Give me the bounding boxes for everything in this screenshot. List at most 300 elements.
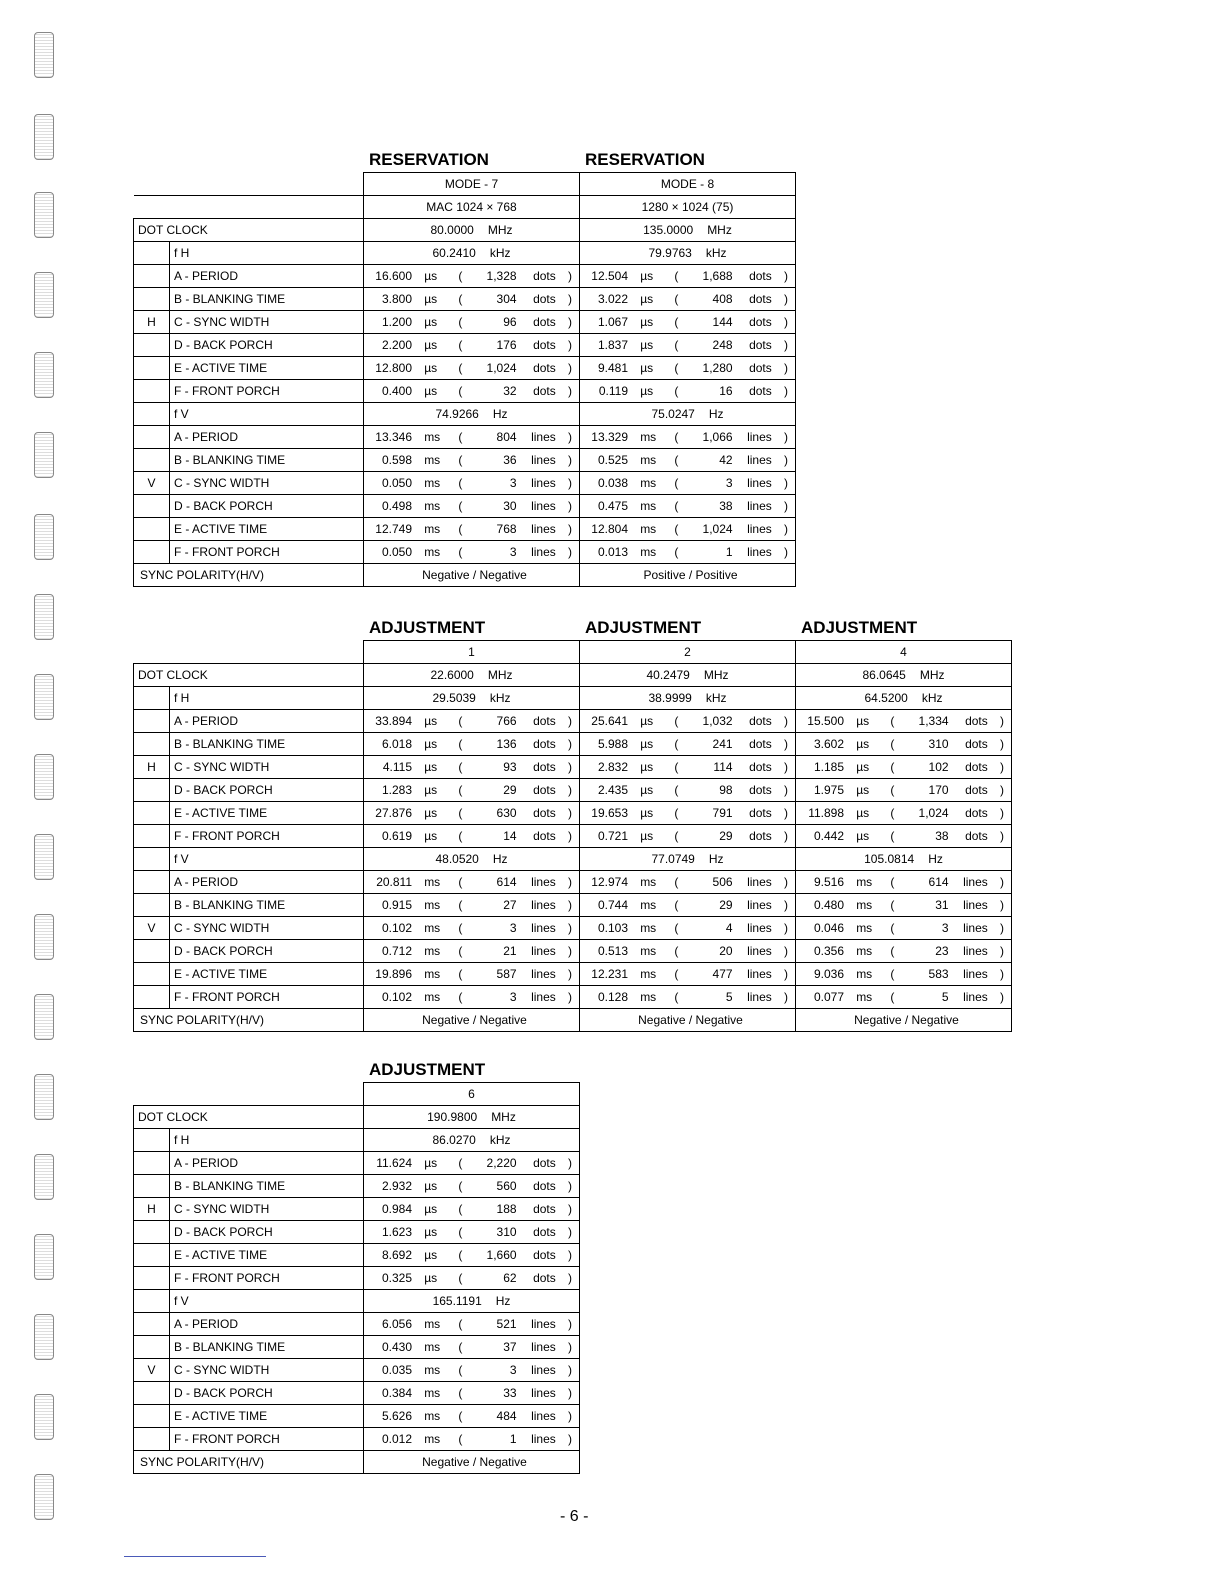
paren-open: ( [458,1271,463,1285]
timing-value [580,338,795,352]
timing-value [580,967,795,981]
group-cell [134,756,170,779]
count-value: 1,280 [702,361,733,375]
paren-open: ( [890,829,895,843]
frequency-unit: kHz [705,691,727,705]
paren-close: ) [783,898,788,912]
paren-close: ) [783,760,788,774]
timing-value [580,806,795,820]
timing-value-cell [580,472,796,495]
timing-row [134,1382,580,1405]
count-value: 176 [496,338,517,352]
paren-open: ( [674,453,679,467]
count-unit: lines [531,1317,556,1331]
time-value: 0.712 [381,944,412,958]
group-cell [134,380,170,403]
count-value: 37 [503,1340,517,1354]
timing-value-cell [364,779,580,802]
frequency-unit: MHz [919,668,945,682]
row-label: F - FRONT PORCH [170,1267,364,1290]
time-unit: µs [424,760,438,774]
count-value: 21 [503,944,517,958]
timing-row [134,1359,580,1382]
time-unit: ms [856,921,873,935]
timing-value [580,292,795,306]
timing-row [134,1428,580,1451]
frequency-number: 48.0520 [435,852,479,866]
row-label: A - PERIOD [170,1313,364,1336]
group-cell [134,403,170,426]
paren-open: ( [674,522,679,536]
sync-polarity-value: Negative / Negative [796,1009,1012,1032]
time-value: 5.988 [597,737,628,751]
timing-value [364,1248,579,1262]
timing-row [134,825,1012,848]
group-cell [134,1359,170,1382]
time-unit: µs [856,783,870,797]
count-unit: lines [531,430,556,444]
count-unit: dots [749,384,772,398]
time-unit: µs [856,714,870,728]
row-label: D - BACK PORCH [170,1382,364,1405]
frequency-cell [364,848,580,871]
group-cell [134,311,170,334]
timing-value-cell [364,1382,580,1405]
time-value: 12.231 [591,967,628,981]
timing-value [796,898,1011,912]
paren-close: ) [999,875,1004,889]
group-cell [134,1244,170,1267]
time-value: 16.600 [375,269,412,283]
timing-value-cell [580,311,796,334]
group-cell [134,1198,170,1221]
paren-open: ( [458,990,463,1004]
timing-value [580,476,795,490]
paren-close: ) [783,921,788,935]
paren-open: ( [458,1179,463,1193]
time-value: 1.837 [597,338,628,352]
group-cell [134,779,170,802]
paren-close: ) [783,875,788,889]
time-value: 0.077 [813,990,844,1004]
time-unit: µs [856,806,870,820]
count-value: 1,032 [702,714,733,728]
frequency-value [364,852,579,866]
time-unit: ms [424,545,441,559]
timing-value-cell [364,1244,580,1267]
count-value: 310 [928,737,949,751]
frequency-cell [364,242,580,265]
time-unit: ms [640,990,657,1004]
time-value: 19.896 [375,967,412,981]
timing-value-cell [364,802,580,825]
time-unit: ms [640,476,657,490]
timing-row [134,710,1012,733]
dot-clock-row [134,1106,580,1129]
group-cell [134,963,170,986]
count-unit: lines [747,944,772,958]
time-unit: µs [856,760,870,774]
timing-value-cell [364,1152,580,1175]
count-unit: lines [747,476,772,490]
time-value: 0.498 [381,499,412,513]
count-value: 408 [712,292,733,306]
group-cell [134,940,170,963]
count-unit: lines [531,990,556,1004]
time-unit: ms [856,967,873,981]
count-value: 791 [712,806,733,820]
frequency-value [364,1294,579,1308]
timing-value-cell [364,756,580,779]
paren-close: ) [783,315,788,329]
mode-row [134,641,1012,664]
time-unit: µs [640,361,654,375]
count-value: 1,024 [702,522,733,536]
timing-value [580,829,795,843]
timing-value-cell [580,495,796,518]
time-unit: ms [856,990,873,1004]
row-label: DOT CLOCK [134,664,364,687]
timing-value-cell [580,265,796,288]
time-value: 0.442 [813,829,844,843]
timing-value-cell [580,449,796,472]
paren-close: ) [567,338,572,352]
paren-open: ( [458,1340,463,1354]
timing-value-cell [364,894,580,917]
paren-close: ) [999,990,1004,1004]
paren-close: ) [567,898,572,912]
paren-close: ) [567,944,572,958]
dot-clock-row [134,219,796,242]
timing-row [134,1405,580,1428]
time-unit: µs [640,737,654,751]
paren-open: ( [674,292,679,306]
section-header: ADJUSTMENT [801,618,918,637]
frequency-number: 105.0814 [864,852,915,866]
count-value: 98 [719,783,733,797]
paren-open: ( [458,714,463,728]
timing-value-cell [364,1313,580,1336]
paren-open: ( [458,898,463,912]
paren-open: ( [458,315,463,329]
time-unit: µs [424,714,438,728]
paren-open: ( [674,806,679,820]
paren-close: ) [999,898,1004,912]
paren-open: ( [674,990,679,1004]
paren-open: ( [458,361,463,375]
paren-open: ( [458,384,463,398]
timing-value-cell [364,710,580,733]
count-unit: dots [533,1202,556,1216]
group-cell [134,986,170,1009]
timing-value-cell [580,986,796,1009]
timing-row [134,403,796,426]
count-unit: lines [531,1409,556,1423]
time-value: 6.018 [381,737,412,751]
frequency-number: 190.9800 [427,1110,478,1124]
group-cell [134,871,170,894]
count-unit: lines [747,990,772,1004]
timing-value-cell [796,825,1012,848]
count-value: 4 [725,921,733,935]
group-cell [134,733,170,756]
frequency-value [580,246,795,260]
timing-value [580,453,795,467]
frequency-value [364,668,579,682]
count-unit: lines [531,921,556,935]
time-unit: µs [424,1248,438,1262]
count-unit: dots [749,783,772,797]
time-unit: µs [640,315,654,329]
frequency-number: 38.9999 [648,691,692,705]
timing-value-cell [364,1359,580,1382]
count-value: 1,334 [918,714,949,728]
paren-close: ) [567,783,572,797]
paren-open: ( [458,1317,463,1331]
timing-row [134,940,1012,963]
frequency-number: 135.0000 [643,223,694,237]
paren-open: ( [674,944,679,958]
paren-open: ( [458,338,463,352]
count-value: 32 [503,384,517,398]
frequency-cell [364,1290,580,1313]
timing-value [364,898,579,912]
count-unit: dots [533,714,556,728]
timing-value [364,269,579,283]
timing-row [134,1244,580,1267]
time-value: 0.430 [381,1340,412,1354]
count-value: 768 [496,522,517,536]
count-unit: lines [963,944,988,958]
paren-open: ( [674,545,679,559]
timing-value [580,944,795,958]
timing-value [580,760,795,774]
time-unit: ms [424,1340,441,1354]
time-value: 2.932 [381,1179,412,1193]
count-value: 614 [928,875,949,889]
group-cell [134,825,170,848]
paren-open: ( [674,269,679,283]
frequency-unit: kHz [705,246,727,260]
sync-polarity-value: Negative / Negative [364,1451,580,1474]
paren-close: ) [783,944,788,958]
paren-close: ) [567,1386,572,1400]
row-label: DOT CLOCK [134,219,364,242]
row-label: f V [170,1290,364,1313]
timing-value [364,1432,579,1446]
frequency-cell [364,687,580,710]
timing-row [134,1152,580,1175]
paren-close: ) [783,476,788,490]
count-unit: lines [963,967,988,981]
binder-hole [34,674,54,720]
count-value: 521 [496,1317,517,1331]
paren-close: ) [567,714,572,728]
row-label: C - SYNC WIDTH [170,472,364,495]
timing-row [134,495,796,518]
count-value: 506 [712,875,733,889]
timing-value [796,829,1011,843]
count-unit: dots [533,269,556,283]
timing-value [364,361,579,375]
paren-open: ( [674,967,679,981]
row-label: F - FRONT PORCH [170,541,364,564]
time-unit: µs [424,292,438,306]
paren-open: ( [890,783,895,797]
time-unit: ms [640,898,657,912]
timing-row [134,1336,580,1359]
group-cell [134,426,170,449]
timing-row [134,541,796,564]
timing-value-cell [364,986,580,1009]
time-value: 20.811 [376,875,412,889]
count-unit: dots [533,1271,556,1285]
timing-value-cell [796,963,1012,986]
timing-value [364,499,579,513]
paren-close: ) [567,1248,572,1262]
time-value: 4.115 [382,760,412,774]
count-value: 1,660 [486,1248,517,1262]
binder-hole [34,32,54,78]
timing-value [580,499,795,513]
row-label: D - BACK PORCH [170,334,364,357]
paren-close: ) [567,1271,572,1285]
paren-close: ) [567,1409,572,1423]
count-unit: lines [531,1363,556,1377]
count-unit: dots [965,760,988,774]
timing-row [134,687,1012,710]
timing-value-cell [580,963,796,986]
time-value: 33.894 [375,714,412,728]
timing-value [364,522,579,536]
timing-value [364,430,579,444]
timing-row [134,1175,580,1198]
paren-open: ( [890,921,895,935]
timing-value-cell [364,288,580,311]
sync-polarity-value: Negative / Negative [580,1009,796,1032]
row-label: A - PERIOD [170,1152,364,1175]
count-unit: dots [533,737,556,751]
row-label: f V [170,403,364,426]
count-value: 102 [928,760,949,774]
time-value: 0.984 [381,1202,412,1216]
time-unit: µs [856,737,870,751]
timing-value-cell [364,1428,580,1451]
paren-open: ( [674,829,679,843]
count-unit: lines [531,944,556,958]
dot-clock-row [134,664,1012,687]
frequency-cell [580,219,796,242]
count-value: 30 [503,499,517,513]
timing-value [796,875,1011,889]
time-value: 1.200 [381,315,412,329]
frequency-value [364,1133,579,1147]
time-value: 0.356 [813,944,844,958]
frequency-number: 79.9763 [648,246,692,260]
time-unit: ms [424,990,441,1004]
count-value: 3 [509,476,517,490]
count-value: 188 [496,1202,517,1216]
timing-value-cell [364,940,580,963]
group-cell [134,242,170,265]
timing-value-cell [364,871,580,894]
time-unit: µs [424,269,438,283]
timing-value [364,921,579,935]
row-label: f V [170,848,364,871]
frequency-cell [796,848,1012,871]
paren-close: ) [783,522,788,536]
count-value: 29 [719,829,733,843]
count-unit: dots [533,1248,556,1262]
count-value: 62 [503,1271,517,1285]
timing-row [134,449,796,472]
count-unit: lines [531,1340,556,1354]
paren-open: ( [890,944,895,958]
timing-table-block [133,1060,580,1474]
binder-hole [34,914,54,960]
paren-open: ( [458,1202,463,1216]
paren-open: ( [458,1225,463,1239]
timing-value [364,384,579,398]
frequency-unit: MHz [707,223,732,237]
paren-close: ) [999,760,1004,774]
count-value: 33 [503,1386,517,1400]
timing-value-cell [796,894,1012,917]
time-value: 0.046 [813,921,844,935]
timing-value [364,990,579,1004]
timing-row [134,733,1012,756]
paren-open: ( [458,292,463,306]
time-unit: ms [424,898,441,912]
sync-polarity-value: Positive / Positive [580,564,796,587]
row-label: SYNC POLARITY(H/V) [134,564,364,587]
paren-open: ( [458,1386,463,1400]
section-header: ADJUSTMENT [369,618,486,637]
count-value: 23 [935,944,949,958]
group-cell [134,265,170,288]
row-label: E - ACTIVE TIME [170,1405,364,1428]
count-value: 136 [496,737,517,751]
row-label: C - SYNC WIDTH [170,311,364,334]
paren-close: ) [999,714,1004,728]
timing-value [364,476,579,490]
timing-row [134,1221,580,1244]
row-label: B - BLANKING TIME [170,1175,364,1198]
paren-open: ( [890,714,895,728]
timing-value [796,967,1011,981]
timing-value [580,921,795,935]
timing-value [364,1340,579,1354]
frequency-number: 22.6000 [430,668,474,682]
group-cell [134,1336,170,1359]
timing-value [364,714,579,728]
paren-open: ( [458,1409,463,1423]
timing-value-cell [364,426,580,449]
time-unit: µs [424,806,438,820]
count-unit: lines [531,1386,556,1400]
paren-close: ) [783,499,788,513]
time-value: 0.513 [597,944,628,958]
timing-value-cell [580,334,796,357]
timing-value-cell [796,710,1012,733]
timing-value-cell [364,334,580,357]
time-unit: ms [424,476,441,490]
sync-polarity-row [134,564,796,587]
timing-value-cell [796,802,1012,825]
timing-row [134,894,1012,917]
mode-header: MODE - 7 [364,173,580,196]
time-unit: ms [856,875,873,889]
